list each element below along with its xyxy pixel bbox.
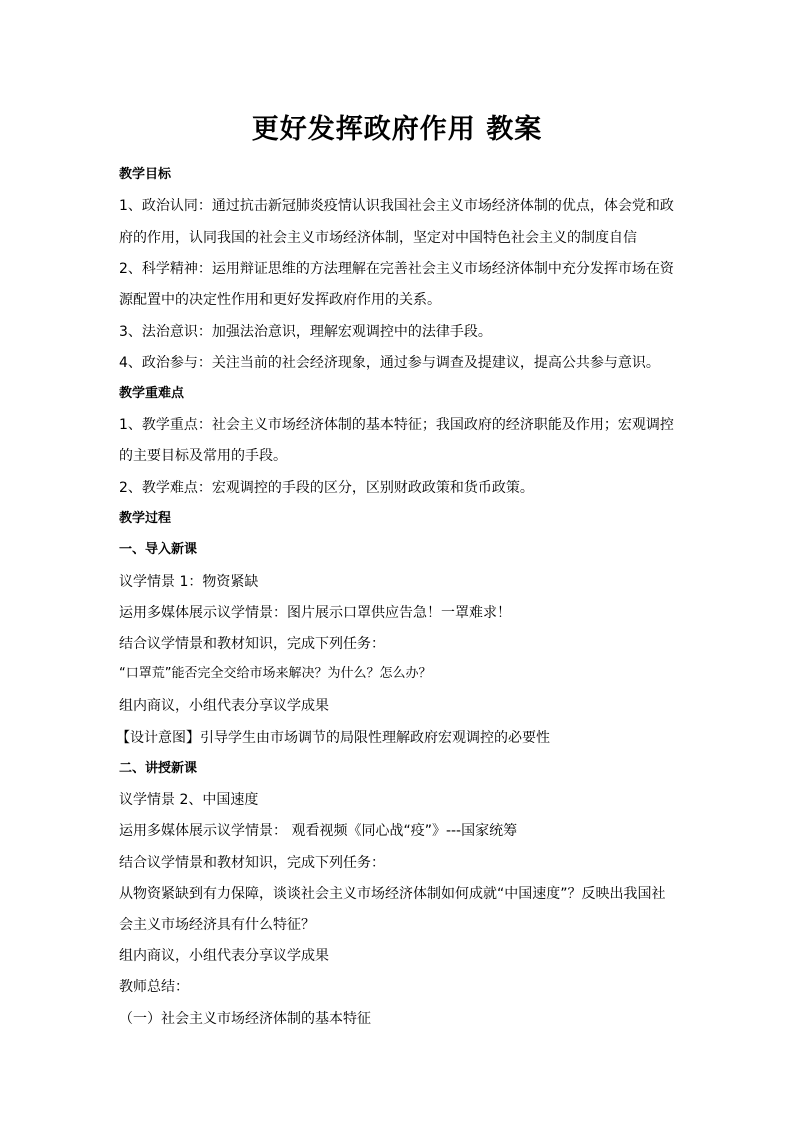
scenario-2-title: 议学情景 2、中国速度: [119, 792, 259, 808]
scenario-1-task-intro: 结合议学情景和教材知识，完成下列任务：: [119, 636, 385, 652]
scenario-2-group-discussion: 组内商议，小组代表分享议学成果: [119, 948, 329, 964]
design-intent: 【设计意图】引导学生由市场调节的局限性理解政府宏观调控的必要性: [116, 730, 550, 746]
heading-new-lesson: 二、讲授新课: [119, 761, 198, 776]
document-title: 更好发挥政府作用 教案: [251, 114, 543, 145]
goal-1-line-1: 1、政治认同：通过抗击新冠肺炎疫情认识我国社会主义市场经济体制的优点，体会党和政: [119, 198, 674, 214]
heading-teaching-goals: 教学目标: [119, 167, 172, 182]
goal-2-line-2: 源配置中的决定性作用和更好发挥政府作用的关系。: [119, 292, 441, 308]
teacher-summary: 教师总结：: [119, 979, 189, 995]
scenario-2-question-line-2: 会主义市场经济具有什么特征？: [119, 917, 315, 933]
goal-4: 4、政治参与：关注当前的社会经济现象，通过参与调查及提建议，提高公共参与意识。: [119, 355, 660, 371]
heading-teaching-process: 教学过程: [119, 511, 172, 526]
scenario-1-group-discussion: 组内商议，小组代表分享议学成果: [119, 698, 329, 714]
scenario-2-question-line-1: 从物资紧缺到有力保障，谈谈社会主义市场经济体制如何成就“中国速度”？反映出我国社: [119, 886, 666, 902]
difficult-point: 2、教学难点：宏观调控的手段的区分，区别财政政策和货币政策。: [119, 480, 534, 496]
scenario-2-display: 运用多媒体展示议学情景： 观看视频《同心战“疫”》---国家统筹: [119, 823, 518, 839]
scenario-1-question: “口罩荒”能否完全交给市场来解决？为什么？怎么办？: [119, 666, 432, 681]
heading-key-points: 教学重难点: [119, 386, 185, 401]
goal-3: 3、法治意识：加强法治意识，理解宏观调控中的法律手段。: [119, 324, 492, 340]
key-point-line-2: 的主要目标及常用的手段。: [119, 448, 287, 464]
scenario-1-title: 议学情景 1：物资紧缺: [119, 574, 259, 590]
key-point-line-1: 1、教学重点：社会主义市场经济体制的基本特征；我国政府的经济职能及作用；宏观调控: [119, 417, 674, 433]
goal-2-line-1: 2、科学精神：运用辩证思维的方法理解在完善社会主义市场经济体制中充分发挥市场在资: [119, 261, 674, 277]
scenario-2-task-intro: 结合议学情景和教材知识，完成下列任务：: [119, 855, 385, 871]
scenario-1-display: 运用多媒体展示议学情景：图片展示口罩供应告急！一罩难求！: [119, 605, 511, 621]
goal-1-line-2: 府的作用，认同我国的社会主义市场经济体制，坚定对中国特色社会主义的制度自信: [119, 230, 637, 246]
section-basic-features: （一）社会主义市场经济体制的基本特征: [119, 1011, 371, 1027]
heading-introduction: 一、导入新课: [119, 542, 198, 557]
